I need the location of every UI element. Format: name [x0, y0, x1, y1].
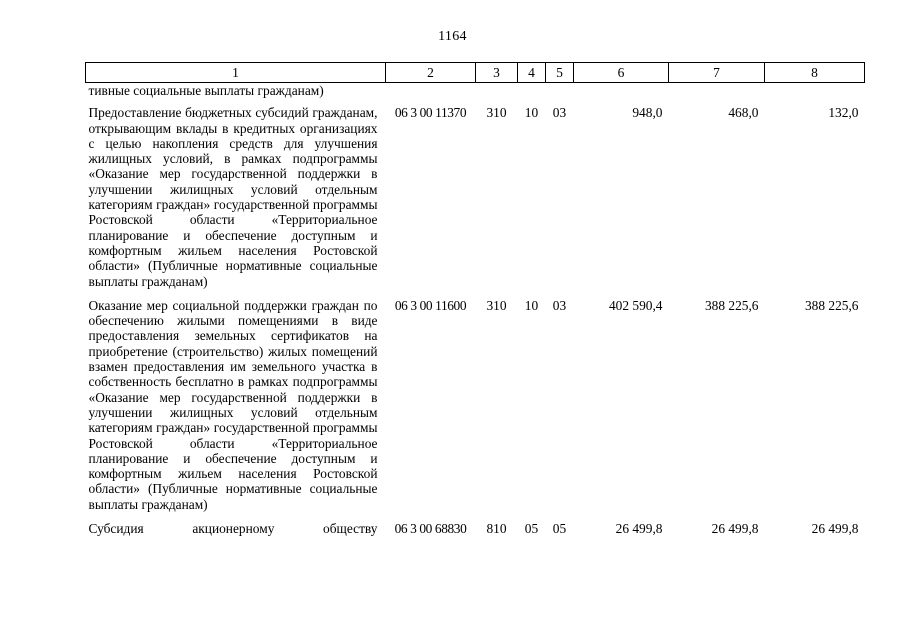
header-row: [86, 63, 865, 83]
row-section: 10: [524, 297, 539, 313]
row-value-col7: 468,0: [728, 105, 759, 121]
budget-table: [85, 62, 865, 538]
header-col-2: 2: [386, 63, 476, 83]
row-value-col8: 26 499,8: [811, 521, 859, 537]
row-value-col6: 402 590,4: [608, 297, 663, 313]
row-expense-type: 810: [486, 521, 507, 537]
row-section: 10: [524, 105, 539, 121]
header-col-5: 5: [546, 63, 574, 83]
header-col-6: 6: [574, 63, 669, 83]
row-description: Предоставление бюджетных субсидий гражданам, открывающим вклады в кредитных организациях с целью накопления средств для улучшения жилищных условий, в рамках подпрограммы «Оказание мер государственной поддержки в улучшении жилищных условий отдельным категориям граждан» государственной программы Ростовской области «Территориальное планирование и обеспечение доступным и комфортным жильем населения Ростовской области» (Публичные нормативные социальные выплаты гражданам): [88, 105, 378, 289]
row-value-col6: 948,0: [632, 105, 663, 121]
row-value-col7: 388 225,6: [704, 297, 759, 313]
row-value-col8: 388 225,6: [804, 297, 859, 313]
row-subsection: 03: [552, 105, 567, 121]
header-col-4: 4: [518, 63, 546, 83]
row-subsection: 03: [552, 297, 567, 313]
row-section: 05: [524, 521, 539, 537]
row-description: [86, 514, 386, 538]
row-expense-type: 310: [486, 105, 507, 121]
header-col-3: 3: [476, 63, 518, 83]
row-description: Оказание мер социальной поддержки граждан по обеспечению жилыми помещениями в виде предоставления земельных сертификатов на приобретение (строительство) жилых помещений взамен предоставления им земельного участка в собственность бесплатно в рамках подпрограммы «Оказание мер государственной поддержки в улучшении жилищных условий отдельным категориям граждан» государственной программы Ростовской области «Территориальное планирование и обеспечение доступным и комфортным жильем населения Ростовской области» (Публичные нормативные социальные выплаты гражданам): [88, 297, 378, 512]
table-row: [86, 98, 865, 291]
row-value-col8: 132,0: [828, 105, 859, 121]
page-number: 1164: [438, 29, 467, 44]
row-subsection: 05: [552, 521, 567, 537]
header-col-7: 7: [669, 63, 765, 83]
row-target-code: 06 3 00 11600: [394, 297, 467, 313]
header-col-1: 1: [86, 63, 386, 83]
header-col-8: 8: [765, 63, 865, 83]
table-row: [86, 291, 865, 514]
row-value-col7: 26 499,8: [711, 521, 759, 537]
description-word: Субсидия: [88, 521, 144, 537]
row-description-line: [89, 521, 378, 536]
row-target-code: 06 3 00 68830: [394, 521, 467, 537]
description-word: обществу: [323, 521, 378, 537]
description-word: акционерному: [192, 521, 275, 537]
table-row: [86, 83, 865, 99]
continued-description: тивные социальные выплаты гражданам): [88, 83, 324, 98]
row-value-col6: 26 499,8: [615, 521, 663, 537]
row-target-code: 06 3 00 11370: [394, 105, 467, 121]
row-expense-type: 310: [486, 297, 507, 313]
table-row: [86, 514, 865, 538]
